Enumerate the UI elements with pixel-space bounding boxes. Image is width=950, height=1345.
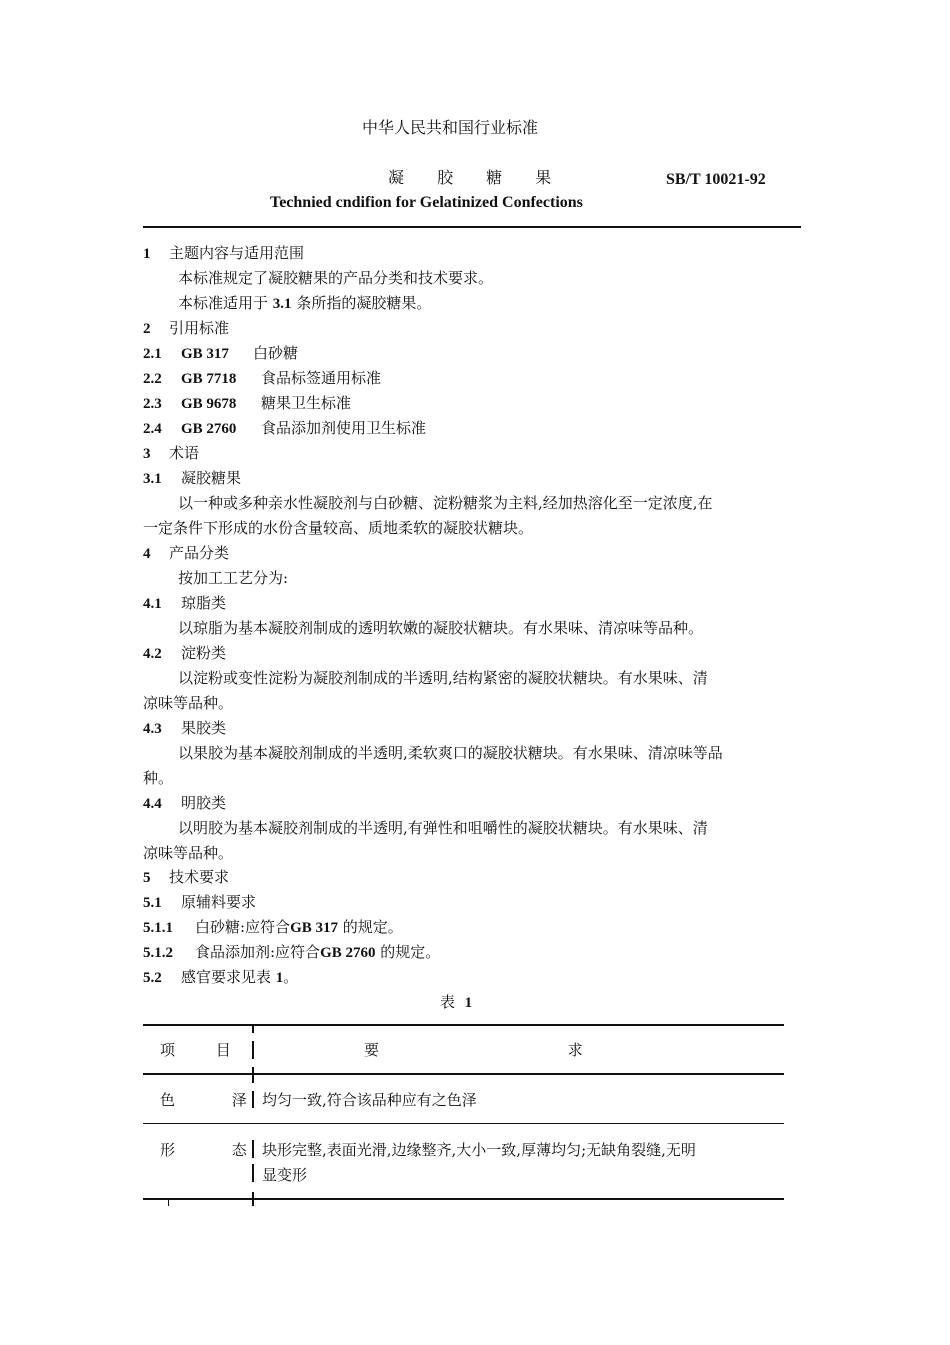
reference-item	[143, 343, 298, 364]
reference-item	[143, 418, 426, 439]
document-title-cn: 凝 胶 糖 果	[388, 168, 566, 187]
section-number: 4	[143, 546, 151, 562]
table-row-rule	[143, 1198, 784, 1200]
standard-type: 中华人民共和国行业标准	[362, 118, 539, 137]
clause-ref: 3.1	[272, 296, 292, 312]
clause-number: 5.1.2	[143, 945, 173, 961]
table-cell-item: 形 态	[160, 1141, 273, 1159]
clause-number: 4.4	[143, 796, 162, 812]
paragraph-line: 凉味等品种。	[143, 694, 234, 712]
column-divider	[252, 1067, 254, 1083]
subsection-title: 琼脂类	[181, 594, 227, 612]
clause-number: 2.3	[143, 396, 162, 412]
paragraph-line: 种。	[143, 769, 174, 787]
section-4-heading	[143, 543, 229, 564]
table-header-rule	[143, 1073, 784, 1075]
clause-number: 4.2	[143, 646, 162, 662]
section-5-heading	[143, 867, 229, 888]
clause-number: 5.1.1	[143, 920, 173, 936]
standard-code: SB/T 10021-92	[666, 171, 766, 188]
clause-number: 4.3	[143, 721, 162, 737]
text: 的规定。	[380, 943, 441, 961]
reference-item	[143, 393, 351, 414]
section-number: 5	[143, 870, 151, 886]
requirement-item	[143, 917, 403, 938]
subsection-title: 明胶类	[181, 794, 227, 812]
paragraph-line: 凉味等品种。	[143, 844, 234, 862]
standard-ref: GB 7718	[181, 371, 237, 387]
section-number: 1	[143, 246, 151, 262]
paragraph-line: 以一种或多种亲水性凝胶剂与白砂糖、淀粉糖浆为主料,经加热溶化至一定浓度,在	[178, 494, 713, 512]
paragraph-line: 以明胶为基本凝胶剂制成的半透明,有弹性和咀嚼性的凝胶状糖块。有水果味、清	[178, 819, 708, 837]
section-number: 3	[143, 446, 151, 462]
section-1-heading	[143, 243, 304, 264]
table-top-rule	[143, 1024, 784, 1026]
text: 食品添加剂使用卫生标准	[261, 419, 427, 437]
table-cell-item: 色 泽	[160, 1091, 273, 1109]
table-header-item: 项 目	[160, 1041, 249, 1059]
caption-number: 1	[464, 995, 473, 1011]
paragraph-line: 以淀粉或变性淀粉为凝胶剂制成的半透明,结构紧密的凝胶状糖块。有水果味、清	[178, 669, 708, 687]
column-divider	[252, 1192, 254, 1206]
text: 。	[283, 968, 299, 986]
table-cell-requirement-cont: 显变形	[262, 1166, 308, 1184]
standard-ref: GB 2760	[320, 945, 376, 961]
column-divider	[252, 1041, 254, 1059]
paragraph-line: 以果胶为基本凝胶剂制成的半透明,柔软爽口的凝胶状糖块。有水果味、清凉味等品	[178, 744, 723, 762]
subsection-heading	[143, 718, 226, 739]
text: 糖果卫生标准	[261, 394, 352, 412]
paragraph: 本标准规定了凝胶糖果的产品分类和技术要求。	[178, 269, 494, 287]
column-divider	[252, 1024, 254, 1033]
subsection-heading	[143, 468, 241, 489]
subsection-heading	[143, 793, 226, 814]
subsection-title: 原辅料要求	[181, 893, 257, 911]
subsection-heading	[143, 593, 226, 614]
paragraph: 按加工工艺分为:	[178, 569, 289, 587]
table-cell-requirement: 均匀一致,符合该品种应有之色泽	[262, 1091, 477, 1109]
reference-item	[143, 368, 381, 389]
text: 感官要求见表	[181, 968, 272, 986]
standard-ref: GB 317	[290, 920, 338, 936]
section-title: 引用标准	[169, 319, 230, 337]
text: 本标准适用于	[178, 294, 269, 312]
clause-number: 2.1	[143, 346, 162, 362]
text: 的规定。	[342, 918, 403, 936]
text: 条所指的凝胶糖果。	[296, 294, 432, 312]
standard-ref: GB 9678	[181, 396, 237, 412]
column-divider	[252, 1164, 254, 1182]
table-cell-requirement: 块形完整,表面光滑,边缘整齐,大小一致,厚薄均匀;无缺角裂缝,无明	[262, 1141, 696, 1159]
table-row-rule	[143, 1123, 784, 1124]
column-tick	[168, 1199, 169, 1206]
section-title: 产品分类	[169, 544, 230, 562]
section-title: 技术要求	[169, 868, 230, 886]
table-header-requirement: 要 求	[364, 1041, 675, 1059]
clause-number: 2.2	[143, 371, 162, 387]
caption-label: 表	[440, 993, 456, 1011]
table-caption	[440, 992, 472, 1013]
paragraph	[178, 293, 431, 314]
section-title: 术语	[169, 444, 200, 462]
document-title-en: Technied cndifion for Gelatinized Confections	[270, 194, 583, 211]
standard-ref: GB 317	[181, 346, 229, 362]
subsection-heading	[143, 892, 256, 913]
clause-number: 2.4	[143, 421, 162, 437]
subsection-heading	[143, 643, 226, 664]
clause-number: 3.1	[143, 471, 162, 487]
requirement-item	[143, 967, 298, 988]
clause-number: 5.1	[143, 895, 162, 911]
section-number: 2	[143, 321, 151, 337]
requirement-item	[143, 942, 440, 963]
text: 食品添加剂:应符合	[195, 943, 321, 961]
section-title: 主题内容与适用范围	[169, 244, 305, 262]
standard-ref: GB 2760	[181, 421, 237, 437]
paragraph-line: 一定条件下形成的水份含量较高、质地柔软的凝胶状糖块。	[143, 519, 534, 537]
clause-number: 5.2	[143, 970, 162, 986]
clause-number: 4.1	[143, 596, 162, 612]
text: 白砂糖	[253, 344, 299, 362]
text: 食品标签通用标准	[261, 369, 382, 387]
subsection-title: 果胶类	[181, 719, 227, 737]
text: 白砂糖:应符合	[195, 918, 291, 936]
section-2-heading	[143, 318, 229, 339]
paragraph-line: 以琼脂为基本凝胶剂制成的透明软嫩的凝胶状糖块。有水果味、清凉味等品种。	[178, 619, 704, 637]
subsection-title: 淀粉类	[181, 644, 227, 662]
header-rule	[143, 226, 801, 228]
section-3-heading	[143, 443, 199, 464]
table-ref: 1	[275, 970, 284, 986]
subsection-title: 凝胶糖果	[181, 469, 242, 487]
